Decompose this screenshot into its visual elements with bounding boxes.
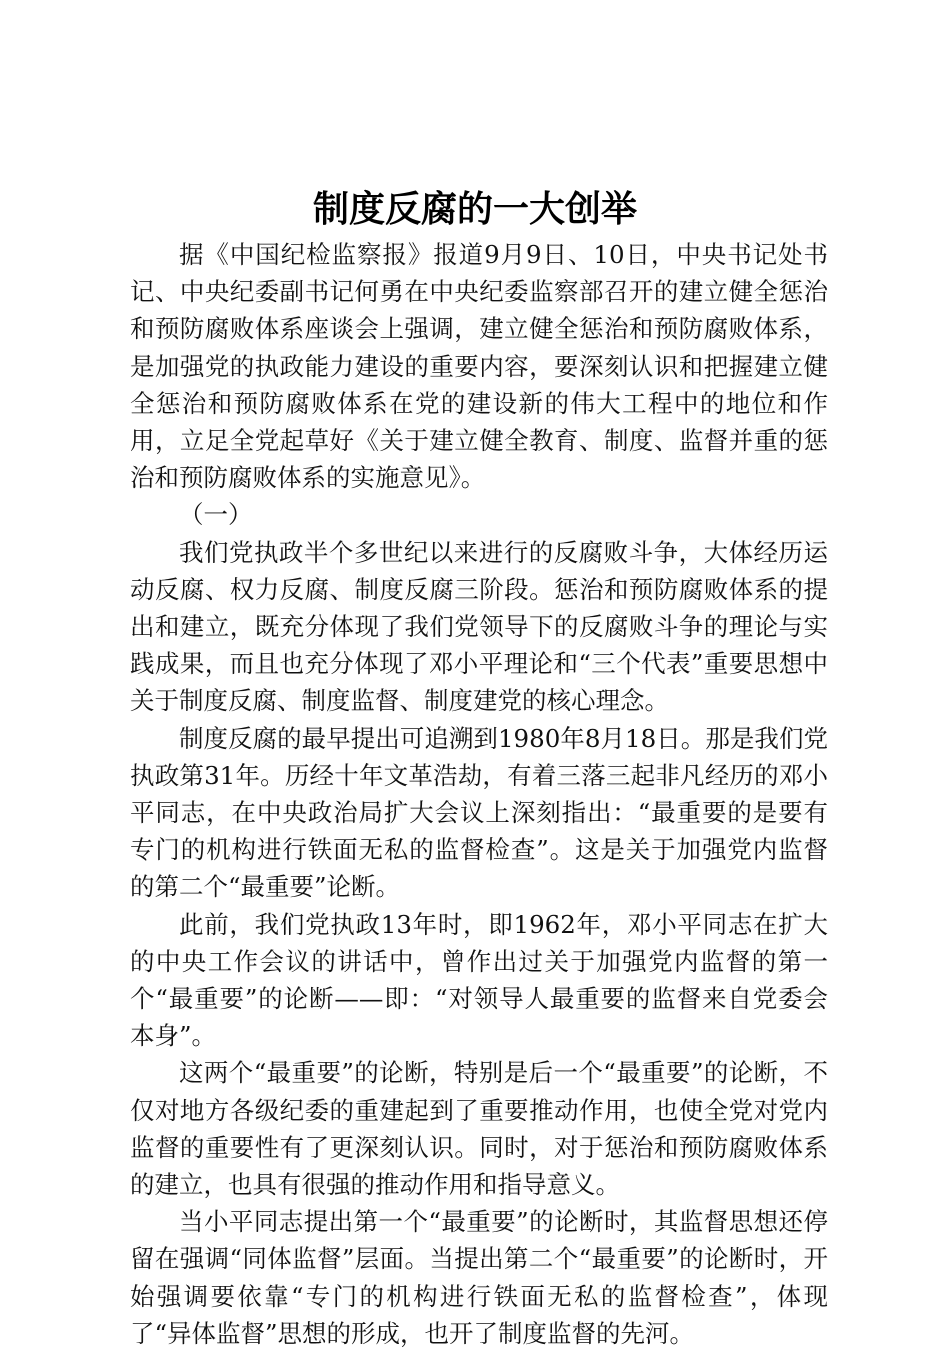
paragraph: 制度反腐的最早提出可追溯到1980年8月18日。那是我们党执政第31年。历经十年文革浩劫，有着三落三起非凡经历的邓小平同志，在中央政治局扩大会议上深刻指出：“最重要的是要有专门的机构进行铁面无私的监督检查”。这是关于加强党内监督的第二个“最重要”论断。	[130, 723, 828, 902]
paragraph: 当小平同志提出第一个“最重要”的论断时，其监督思想还停留在强调“同体监督”层面。当提出第二个“最重要”的论断时，开始强调要依靠“专门的机构进行铁面无私的监督检查”，体现了“异体监督”思想的形成，也开了制度监督的先河。	[130, 1207, 828, 1348]
paragraph: 此前，我们党执政13年时，即1962年，邓小平同志在扩大的中央工作会议的讲话中，曾作出过关于加强党内监督的第一个“最重要”的论断——即：“对领导人最重要的监督来自党委会本身”。	[130, 909, 828, 1051]
paragraph-intro: 据《中国纪检监察报》报道9月9日、10日，中央书记处书记、中央纪委副书记何勇在中央纪委监察部召开的建立健全惩治和预防腐败体系座谈会上强调，建立健全惩治和预防腐败体系，是加强党的执政能力建设的重要内容，要深刻认识和把握建立健全惩治和预防腐败体系在党的建设新的伟大工程中的地位和作用，立足全党起草好《关于建立健全教育、制度、监督并重的惩治和预防腐败体系的实施意见》。	[130, 240, 828, 493]
document-title: 制度反腐的一大创举	[312, 188, 637, 230]
paragraph: 这两个“最重要”的论断，特别是后一个“最重要”的论断，不仅对地方各级纪委的重建起到了重要推动作用，也使全党对党内监督的重要性有了更深刻认识。同时，对于惩治和预防腐败体系的建立，也具有很强的推动作用和指导意义。	[130, 1058, 828, 1200]
section-heading-1: （一）	[179, 500, 253, 530]
paragraph: 我们党执政半个多世纪以来进行的反腐败斗争，大体经历运动反腐、权力反腐、制度反腐三阶段。惩治和预防腐败体系的提出和建立，既充分体现了我们党领导下的反腐败斗争的理论与实践成果，而且也充分体现了邓小平理论和“三个代表”重要思想中关于制度反腐、制度监督、制度建党的核心理念。	[130, 537, 828, 716]
document-body	[130, 236, 828, 1352]
